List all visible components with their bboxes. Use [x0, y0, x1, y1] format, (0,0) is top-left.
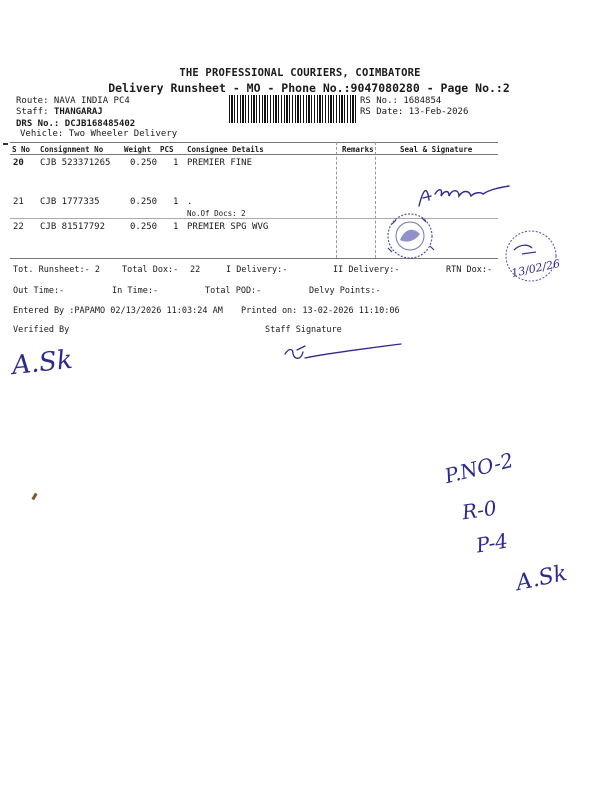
total-pod: Total POD:- — [205, 286, 262, 296]
staff-info — [16, 107, 103, 117]
row-1-pcs: 1 — [173, 158, 179, 168]
row-3-consignment: CJB 81517792 — [40, 222, 106, 232]
drs-label: DRS No.: — [16, 119, 60, 129]
runsheet-subtitle: Delivery Runsheet - MO - Phone No.:9047080280 - Page No.:2 — [108, 81, 510, 95]
row-2-weight: 0.250 — [130, 197, 158, 207]
staff-label: Staff: — [16, 107, 49, 117]
total-dox-value: 22 — [190, 265, 201, 275]
col-consignment: Consignment No — [40, 145, 104, 154]
entered-by: Entered By :PAPAMO 02/13/2026 11:03:24 AM — [13, 306, 223, 316]
rs-date: RS Date: 13-Feb-2026 — [360, 107, 469, 117]
drs-value: DCJB168485402 — [64, 119, 136, 129]
row-3-sno: 22 — [13, 222, 24, 232]
col-seal: Seal & Signature — [400, 145, 473, 154]
date-stamp-icon — [502, 226, 560, 288]
stamp-date: 13/02/26 — [510, 257, 562, 280]
verified-by-label: Verified By — [13, 325, 70, 335]
drs-barcode — [229, 95, 356, 123]
scan-speck — [31, 493, 37, 501]
drs-info — [16, 119, 135, 129]
rtn-dox: RTN Dox:- — [446, 265, 493, 275]
route-info: Route: NAVA INDIA PC4 — [16, 96, 130, 106]
row-2-consignment: CJB 1777335 — [40, 197, 100, 207]
row-2-consignee: . — [187, 197, 193, 207]
handwritten-p-count: P-4 — [474, 528, 510, 558]
ii-delivery: II Delivery:- — [333, 265, 400, 275]
row-3-pcs: 1 — [173, 222, 179, 232]
handwritten-page-no: P.NO-2 — [442, 447, 516, 489]
total-dox-label: Total Dox:- — [122, 265, 179, 275]
scan-mark — [3, 143, 8, 145]
verified-initials: A.Sk — [10, 344, 75, 382]
handwritten-initials: A.Sk — [513, 560, 570, 597]
table-header-rule — [10, 154, 498, 155]
delvy-points: Delvy Points:- — [309, 286, 381, 296]
row-1-consignee: PREMIER FINE — [187, 158, 253, 168]
row-1-weight: 0.250 — [130, 158, 158, 168]
remarks-column-divider — [336, 142, 337, 258]
col-sno: S No — [12, 145, 31, 154]
row-2-pcs: 1 — [173, 197, 179, 207]
seal-column-divider — [375, 142, 376, 258]
col-weight: Weight — [124, 145, 152, 154]
consignee-signature — [415, 180, 515, 210]
printed-on: Printed on: 13-02-2026 11:10:06 — [241, 306, 400, 316]
out-time: Out Time:- — [13, 286, 65, 296]
vehicle-info: Vehicle: Two Wheeler Delivery — [20, 129, 178, 139]
col-pcs: PCS — [160, 145, 174, 154]
staff-signature-label: Staff Signature — [265, 325, 342, 335]
staff-value: THANGARAJ — [53, 107, 103, 117]
delivery-stamp-icon — [382, 210, 444, 264]
col-remarks: Remarks — [342, 145, 374, 154]
row-3-weight: 0.250 — [130, 222, 158, 232]
row-2-sno: 21 — [13, 197, 24, 207]
row-3-consignee: PREMIER SPG WVG — [187, 222, 269, 232]
rs-number: RS No.: 1684854 — [360, 96, 442, 106]
table-top-rule — [10, 142, 498, 143]
row-1-consignment: CJB 523371265 — [40, 158, 111, 168]
company-title: THE PROFESSIONAL COURIERS, COIMBATORE — [179, 67, 421, 79]
i-delivery: I Delivery:- — [226, 265, 288, 275]
staff-signature — [283, 340, 403, 364]
tot-runsheet: Tot. Runsheet:- 2 — [13, 265, 100, 275]
handwritten-r-count: R-0 — [460, 495, 499, 525]
in-time: In Time:- — [112, 286, 159, 296]
col-consignee: Consignee Details — [187, 145, 264, 154]
row-2-docs-note: No.Of Docs: 2 — [187, 209, 246, 218]
row-1-sno: 20 — [13, 158, 24, 168]
